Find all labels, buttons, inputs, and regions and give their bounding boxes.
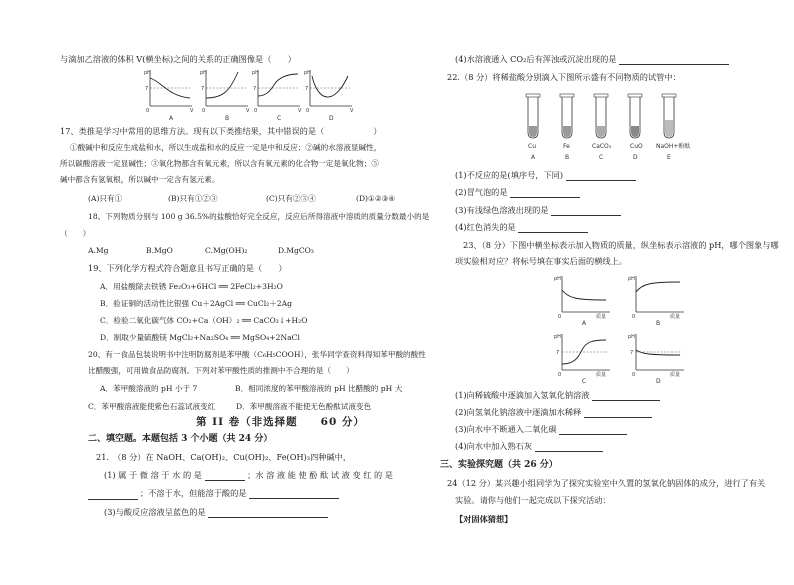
q19-option-a: A．用盐酸除去铁锈 Fe₂O₃+6HCl ══ 2FeCl₂+3H₂O bbox=[100, 282, 283, 291]
q23-part4: (4)向水中加入熟石灰 bbox=[455, 441, 533, 451]
q21-blank-1[interactable] bbox=[205, 471, 245, 481]
svg-text:pH: pH bbox=[304, 70, 311, 76]
q23-line1: 23、（8 分）下图中横坐标表示加入物质的质量，纵坐标表示溶液的 pH，哪个图象与哪 bbox=[463, 240, 779, 250]
q23-graph-b-ylabel: pH bbox=[628, 276, 635, 282]
q21-part3-text bbox=[104, 507, 328, 518]
q23-graph-b-origin: 0 bbox=[632, 314, 636, 320]
q23-graph-b bbox=[628, 276, 684, 327]
q23-graph-a-origin: 0 bbox=[558, 314, 562, 320]
q20-option-c: C．苯甲酸溶液能使紫色石蕊试液变红 bbox=[88, 402, 216, 411]
q23-graph-d-ylabel: pH bbox=[628, 334, 635, 340]
q22-blank-1[interactable] bbox=[566, 171, 636, 181]
q24-line1: 24（12 分）某兴趣小组同学为了探究实验室中久置的氢氧化钠固体的成分，进行了有关 bbox=[447, 478, 766, 488]
q23-graph-c-xlabel: 质量 bbox=[596, 372, 607, 378]
q23-blank-3[interactable] bbox=[559, 425, 627, 435]
q17-line2: 所以碳酸溶液一定显碱性；③氧化物都含有氧元素，所以含有氧元素的化合物一定是氧化物；⑤ bbox=[60, 159, 379, 168]
q24-bracket-heading: 【对固体猜想】 bbox=[455, 514, 513, 524]
q23-graph-a bbox=[554, 276, 610, 327]
q21-blank-5[interactable] bbox=[619, 55, 729, 65]
q21-part1 bbox=[104, 470, 393, 481]
q17-option-c: (C)只有②③④ bbox=[266, 194, 316, 203]
q23-graph-a-xlabel: 质量 bbox=[596, 314, 607, 320]
q16-graph-c bbox=[252, 70, 302, 122]
q23-graph-d-tick: 7 bbox=[630, 350, 634, 356]
q21-blank-2[interactable] bbox=[88, 490, 138, 500]
q23-graph-label-c: C bbox=[582, 378, 587, 384]
q23-graph-c bbox=[554, 334, 610, 384]
q23-line2: 项实验相对应？将标号填在事实后面的横线上。 bbox=[455, 256, 627, 266]
q23-part3-text bbox=[455, 424, 627, 435]
svg-text:pH: pH bbox=[144, 70, 151, 76]
q21-part4: (4)水溶液通入 CO₂后有浑浊或沉淀出现的是 bbox=[455, 54, 617, 64]
q22-blank-3[interactable] bbox=[551, 206, 621, 216]
q18-option-a: A.Mg bbox=[88, 246, 109, 255]
part2-title: 第 II 卷（非选择题 60 分） bbox=[196, 416, 365, 428]
q23-graph-b-xlabel: 质量 bbox=[670, 314, 681, 320]
q16-graph-label-c: C bbox=[277, 115, 282, 122]
q22-tube-letter-d: D bbox=[633, 154, 638, 161]
q18-paren: （ ） bbox=[60, 229, 91, 238]
q23-graph-d bbox=[628, 334, 684, 384]
q22-test-tubes bbox=[518, 92, 708, 162]
fill-section-heading: 二、填空题。本题包括 3 个小题（共 24 分） bbox=[88, 434, 273, 444]
q16-graph-a bbox=[144, 70, 194, 122]
q19-option-c: C．检验二氧化碳气体 CO₂+Ca（OH）₂ ══ CaCO₃↓+H₂O bbox=[100, 316, 308, 325]
svg-text:V: V bbox=[350, 108, 354, 114]
q21-part2: ；不溶于水，但能溶于酸的是 bbox=[140, 488, 247, 498]
q20-option-b: B．相同浓度的苯甲酸溶液的 pH 比醋酸的 pH 大 bbox=[235, 384, 403, 393]
q23-part2: (2)向氢氧化钠溶液中逐滴加水稀释 bbox=[455, 407, 582, 417]
q17-option-d: (D)①②③④ bbox=[356, 194, 396, 203]
q23-graph-label-a: A bbox=[582, 320, 587, 327]
q22-part1-text bbox=[455, 170, 636, 181]
q23-blank-4[interactable] bbox=[535, 442, 603, 452]
q20-line1: 20、有一食品包装说明书中注明防腐剂是苯甲酸（C₆H₅COOH），张华同学查资料得知苯甲酸的酸性 bbox=[88, 350, 426, 359]
q22-tube-label-e: NaOH+酚酞 bbox=[656, 143, 691, 150]
svg-text:V: V bbox=[190, 108, 194, 114]
svg-text:0: 0 bbox=[146, 108, 150, 114]
svg-text:7: 7 bbox=[145, 86, 149, 92]
q19-stem: 19、下列化学方程式符合题意且书写正确的是（ ） bbox=[88, 263, 287, 273]
q16-graph-d bbox=[304, 70, 354, 122]
q21-blank-3[interactable] bbox=[249, 489, 339, 499]
svg-text:0: 0 bbox=[306, 108, 310, 114]
q23-part1-text bbox=[455, 390, 660, 401]
q22-part3: (3)有浅绿色溶液出现的是 bbox=[455, 205, 549, 215]
q23-graph-a-ylabel: pH bbox=[554, 276, 561, 282]
svg-text:0: 0 bbox=[254, 108, 258, 114]
inquiry-section-heading: 三、实验探究题（共 26 分） bbox=[440, 460, 558, 470]
q21-part1-b: ；水 溶 液 能 使 酚 酞 试 液 变 红 的 是 bbox=[247, 470, 393, 480]
q22-blank-4[interactable] bbox=[518, 223, 588, 233]
q22-part2: (2)冒气泡的是 bbox=[455, 187, 508, 197]
q22-blank-2[interactable] bbox=[510, 188, 580, 198]
q21-stem: 21. （8 分）在 NaOH、Ca(OH)₂、Cu(OH)₂、Fe(OH)₃四种碱中， bbox=[96, 452, 352, 462]
q21-part3: (3)与酸反应溶液呈蓝色的是 bbox=[104, 507, 206, 517]
q22-tube-letter-c: C bbox=[599, 154, 604, 161]
q16-graph-label-d: D bbox=[329, 115, 334, 122]
q23-blank-2[interactable] bbox=[584, 408, 652, 418]
q20-option-a: A．苯甲酸溶液的 pH 小于 7 bbox=[100, 384, 198, 393]
q22-part3-text bbox=[455, 205, 621, 216]
q23-blank-1[interactable] bbox=[592, 391, 660, 401]
svg-text:7: 7 bbox=[305, 86, 309, 92]
q23-graph-c-origin: 0 bbox=[558, 372, 562, 378]
q19-option-b: B．验证铜的活动性比银强 Cu＋2AgCl ══ CuCl₂＋2Ag bbox=[100, 299, 292, 308]
q22-part4-text bbox=[455, 222, 588, 233]
q20-line2: 比醋酸强，可用做食品防腐剂。下列对苯甲酸性质的推测中不合理的是（ ） bbox=[88, 366, 354, 375]
q18-option-c: C.Mg(OH)₂ bbox=[205, 246, 248, 255]
q18-option-d: D.MgCO₃ bbox=[278, 246, 314, 255]
q17-option-b: (B)只有①②③ bbox=[168, 194, 218, 203]
q21-blank-4[interactable] bbox=[208, 508, 328, 518]
q22-part4: (4)红色消失的是 bbox=[455, 222, 516, 232]
svg-text:0: 0 bbox=[202, 108, 206, 114]
q23-graph-c-ylabel: pH bbox=[554, 334, 561, 340]
q16-graph-label-a: A bbox=[169, 115, 174, 122]
q23-part2-text bbox=[455, 407, 652, 418]
q22-tube-letter-a: A bbox=[531, 154, 536, 161]
q22-stem: 22.（8 分）将稀盐酸分别滴入下图所示盛有不同物质的试管中： bbox=[447, 72, 681, 82]
q19-option-d: D．制取少量硫酸镁 MgCl₂+Na₂SO₄ ══ MgSO₄+2NaCl bbox=[100, 333, 300, 342]
svg-text:7: 7 bbox=[253, 86, 257, 92]
q23-graph-d-origin: 0 bbox=[632, 372, 636, 378]
svg-text:V: V bbox=[298, 108, 302, 114]
q23-part4-text bbox=[455, 441, 603, 452]
q23-graphs bbox=[550, 272, 700, 384]
q21-part2-text bbox=[140, 488, 339, 499]
svg-text:pH: pH bbox=[200, 70, 207, 76]
q16-graph-b bbox=[200, 70, 250, 122]
q17-option-a: (A)只有① bbox=[88, 194, 123, 203]
svg-text:pH: pH bbox=[252, 70, 259, 76]
svg-text:V: V bbox=[246, 108, 250, 114]
q17-stem: 17、类推是学习中常用的思维方法。现有以下类推结果，其中错误的是（ ） bbox=[60, 126, 382, 136]
q23-graph-label-b: B bbox=[656, 320, 661, 327]
svg-text:7: 7 bbox=[201, 86, 205, 92]
q22-tube-label-c: CaCO₃ bbox=[592, 143, 612, 150]
q23-part3: (3)向水中不断通入二氧化碳 bbox=[455, 424, 557, 434]
q17-line3: 碱中都含有氢氧根，所以碱中一定含有氢元素。 bbox=[60, 175, 220, 184]
q22-tube-letter-e: E bbox=[667, 154, 671, 161]
q23-graph-c-tick: 7 bbox=[556, 350, 560, 356]
q21-part1-a: (1) 属 于 微 溶 于 水 的 是 bbox=[104, 470, 202, 480]
q18-option-b: B.MgO bbox=[146, 246, 173, 255]
q22-tube-label-b: Fe bbox=[563, 143, 570, 150]
q22-part1: (1)不反应的是(填序号，下同) bbox=[455, 170, 564, 180]
q22-tube-label-d: CuO bbox=[630, 143, 643, 150]
q23-part1: (1)向稀硫酸中逐滴加入氢氧化钠溶液 bbox=[455, 390, 590, 400]
q22-tube-letter-b: B bbox=[565, 154, 570, 161]
q20-option-d: D．苯甲酸溶液不能使无色酚酞试液变色 bbox=[236, 402, 372, 411]
q16-graph-label-b: B bbox=[225, 115, 230, 122]
q23-graph-d-xlabel: 质量 bbox=[670, 372, 681, 378]
q23-graph-label-d: D bbox=[656, 378, 661, 384]
q21-part4-text bbox=[455, 54, 729, 65]
q22-tube-label-a: Cu bbox=[528, 143, 536, 150]
q24-line2: 实验。请你与他们一起完成以下探究活动： bbox=[455, 495, 611, 505]
q17-line1: ①酸碱中和反应生成盐和水，所以生成盐和水的反应一定是中和反应；②碱的水溶液显碱性， bbox=[70, 143, 382, 152]
q18-stem: 18、下列物质分别与 100 g 36.5%的盐酸恰好完全反应，反应后所得溶液中溶质的质量分数最小的是 bbox=[88, 212, 430, 221]
q22-part2-text bbox=[455, 187, 580, 198]
q16-graphs bbox=[142, 66, 358, 122]
q16-tail-text: 与滴加乙溶液的体积 V(横坐标)之间的关系的正确图像是（ ） bbox=[60, 54, 296, 64]
